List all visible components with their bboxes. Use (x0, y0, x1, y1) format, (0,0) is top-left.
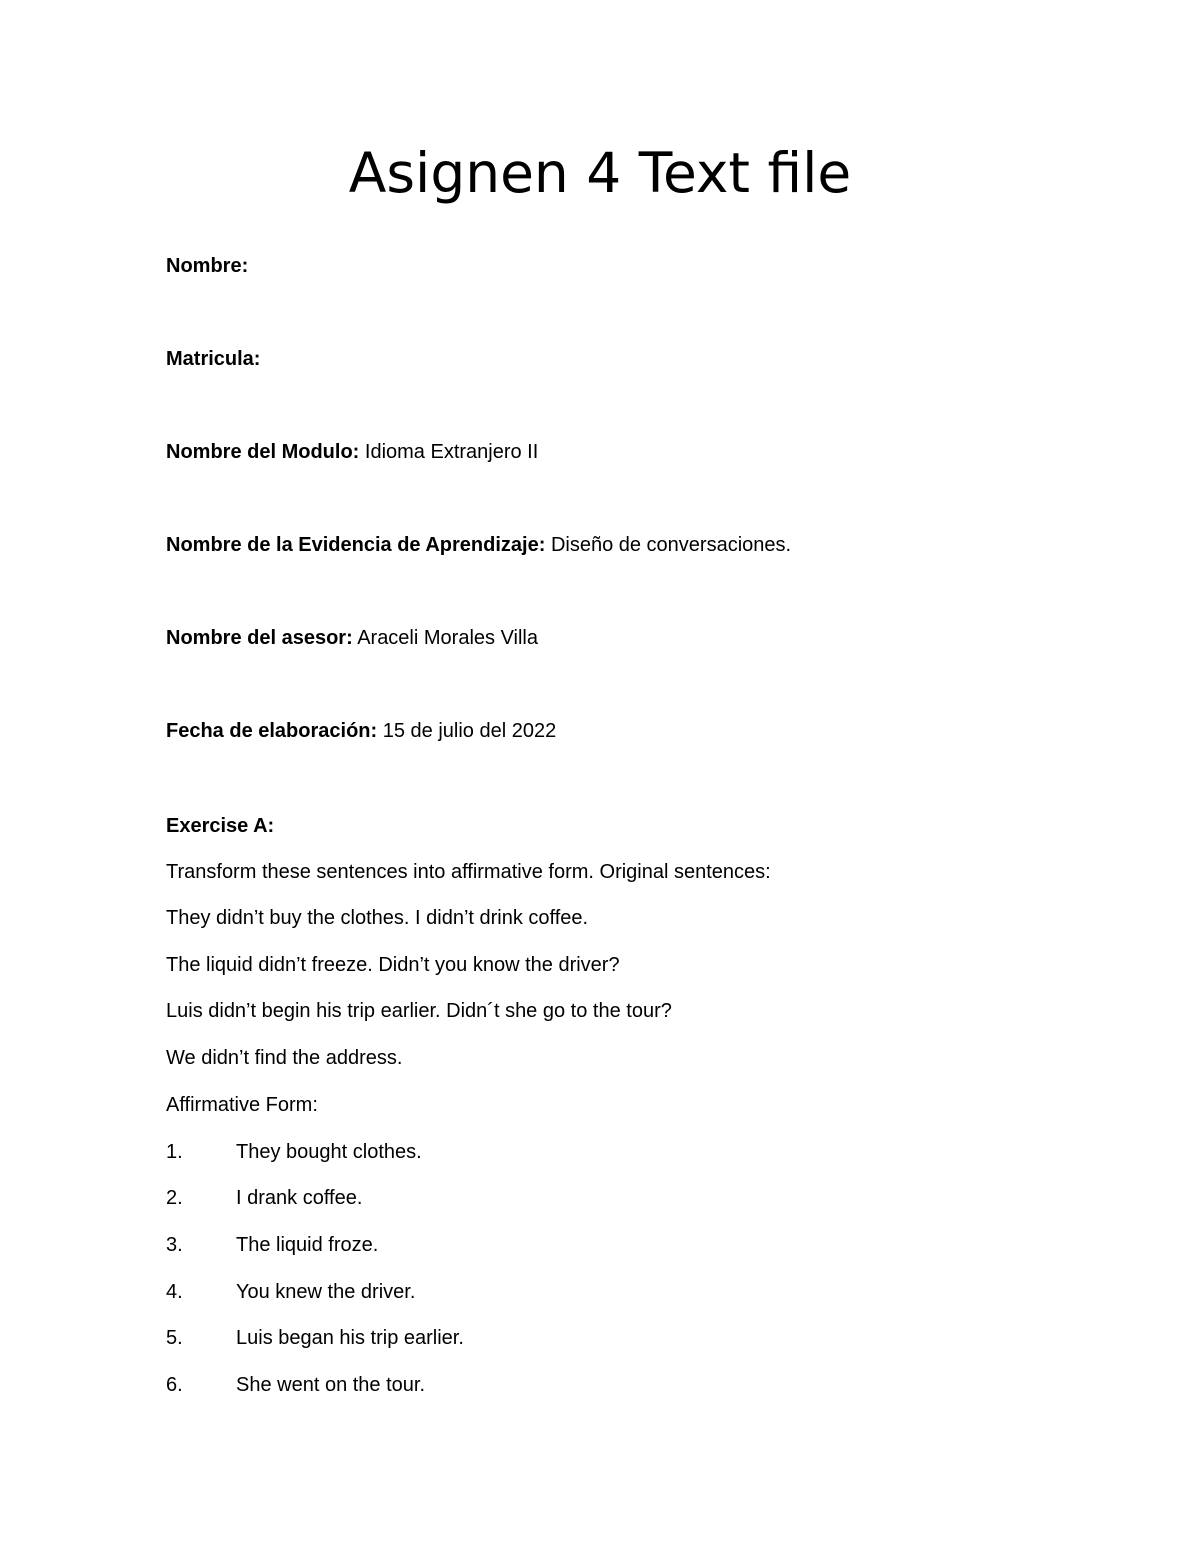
list-item: Luis began his trip earlier. (236, 1327, 464, 1349)
field-fecha (166, 718, 556, 744)
field-value: Idioma Extranjero II (364, 441, 539, 463)
list-number: 4. (166, 1281, 183, 1303)
list-number: 5. (166, 1327, 183, 1349)
list-number: 6. (166, 1374, 183, 1396)
field-evidencia (166, 532, 791, 558)
original-sentence-line: They didn’t buy the clothes. I didn’t drink coffee. (166, 907, 589, 929)
field-label: Fecha de elaboración: (166, 720, 378, 742)
field-label: Nombre del asesor: (166, 627, 353, 649)
field-value: Diseño de conversaciones. (550, 534, 792, 556)
exercise-instructions: Transform these sentences into affirmative form. Original sentences: (166, 861, 771, 883)
affirmative-heading: Affirmative Form: (166, 1094, 318, 1116)
original-sentence-line: Luis didn’t begin his trip earlier. Didn´t she go to the tour? (166, 1000, 672, 1022)
original-sentence-line: The liquid didn’t freeze. Didn’t you know the driver? (166, 954, 620, 976)
list-item: She went on the tour. (236, 1374, 426, 1396)
field-matricula (166, 346, 260, 372)
field-label: Nombre: (166, 255, 249, 277)
field-nombre (166, 253, 248, 279)
list-item: I drank coffee. (236, 1187, 363, 1209)
list-item: They bought clothes. (236, 1141, 422, 1163)
field-label: Nombre de la Evidencia de Aprendizaje: (166, 534, 546, 556)
field-value: Araceli Morales Villa (357, 627, 538, 649)
field-label: Matricula: (166, 348, 261, 370)
field-modulo (166, 439, 538, 465)
list-item: The liquid froze. (236, 1234, 379, 1256)
list-number: 2. (166, 1187, 183, 1209)
exercise-heading: Exercise A: (166, 815, 275, 837)
field-label: Nombre del Modulo: (166, 441, 360, 463)
document-title: Asignen 4 Text file (348, 141, 852, 205)
list-number: 1. (166, 1141, 183, 1163)
list-item: You knew the driver. (236, 1281, 416, 1303)
field-value: 15 de julio del 2022 (382, 720, 557, 742)
list-number: 3. (166, 1234, 183, 1256)
original-sentence-line: We didn’t find the address. (166, 1047, 403, 1069)
field-asesor (166, 625, 538, 651)
